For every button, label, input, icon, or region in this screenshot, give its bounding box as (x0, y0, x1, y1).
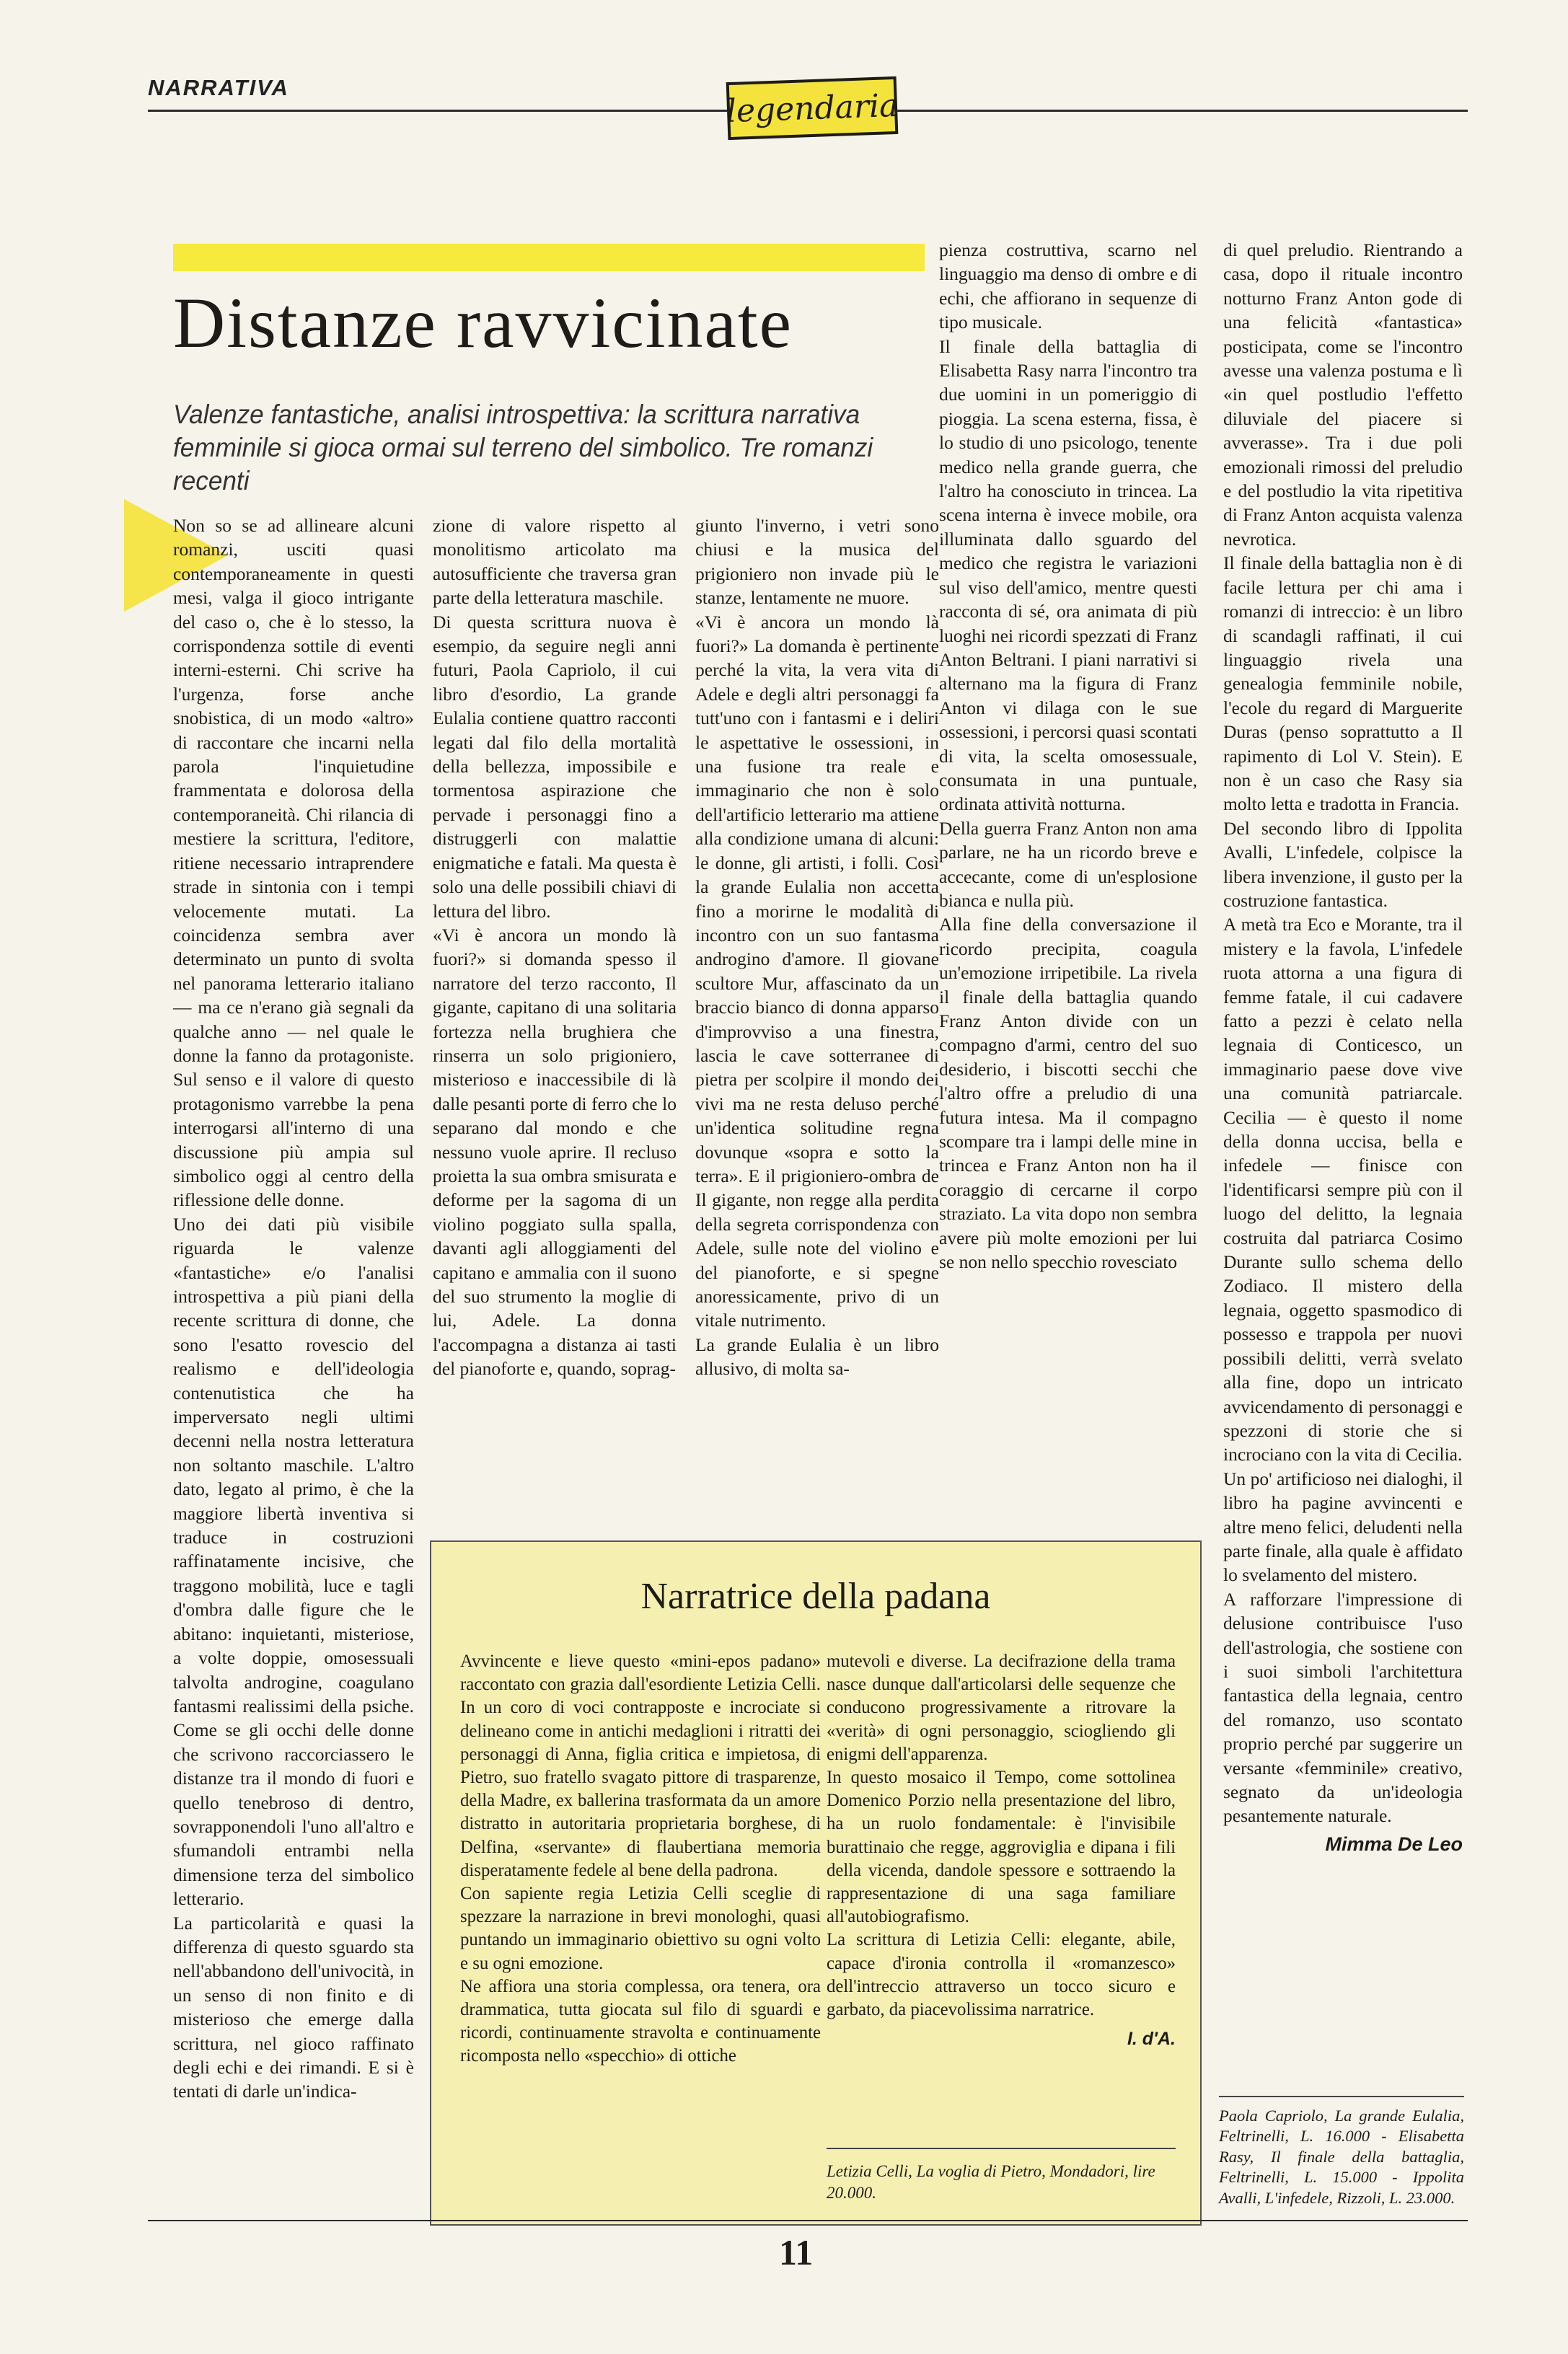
sidebar-column-2 (827, 1650, 1176, 2050)
article-column-3 (695, 513, 939, 1381)
logo-text: legendaria (725, 87, 899, 130)
title-accent-bar (173, 244, 925, 271)
paragraph: Un po' artificioso nei dialoghi, il libro ha pagine avvincenti e altre meno felici, deludenti nella parte finale, alla quale è affidato lo svelamento del mistero. (1223, 1468, 1463, 1586)
paragraph: Della guerra Franz Anton non ama parlare, ne ha un ricordo breve e accecante, come di un'esplosione bianca e nulla più. (939, 817, 1197, 911)
author-signature: Mimma De Leo (1325, 1833, 1463, 1855)
paragraph: La scrittura di Letizia Celli: elegante, abile, capace d'ironia controlla il «romanzesco» dell'intreccio attraverso un tocco sicuro e garbato, da piacevolissima narratrice. (827, 1930, 1176, 2020)
paragraph: giunto l'inverno, i vetri sono chiusi e la musica del prigioniero non invade più le stanze, lentamente ne muore. (695, 515, 939, 609)
paragraph: Il finale della battaglia non è di facile lettura per chi ama i romanzi di intreccio: è un libro di scandagli raffinati, il cui linguaggio rivela una genealogia femminile nobile, l'ecole du regard di Marguerite Duras (penso soprattutto a Il rapimento di Lol V. Stein). E non è un caso che Rasy sia molto letta e tradotta in Francia. (1223, 552, 1463, 815)
sidebar-divider (827, 2148, 1176, 2149)
paragraph: zione di valore rispetto al monolitismo articolato ma autosufficiente che traversa gran parte della letteratura maschile. (433, 515, 677, 609)
sidebar-signature: I. d'A. (1127, 2029, 1176, 2050)
article-subtitle: Valenze fantastiche, analisi introspettiva: la scrittura narrativa femminile si gioca ormai sul terreno del simbolico. Tre romanzi recenti (173, 400, 873, 495)
section-label: NARRATIVA (148, 75, 289, 100)
article-column-2 (433, 513, 677, 1381)
footer-rule (148, 2220, 1468, 2221)
paragraph: In questo mosaico il Tempo, come sottolinea Domenico Porzio nella presentazione del libro, ha un ruolo fondamentale: è l'invisibile burattinaio che regge, aggroviglia e dipana i fili della vicenda, dandole spessore e sottraendo la rappresentazione di una saga familiare all'autobiografismo. (827, 1768, 1176, 1927)
paragraph: Non so se ad allineare alcuni romanzi, usciti quasi contemporaneamente in questi mesi, valga il gioco intrigante del caso o, che è lo stesso, la corrispondenza sottile di eventi interni-esterni. Chi scrive ha l'urgenza, forse anche snobistica, di un modo «altro» di raccontare che incarni nella parola l'inquietudine frammentata e dolorosa della contemporaneità. Chi rilancia di mestiere la scrittura, l'editore, ritiene necessario intraprendere strade in sintonia con i tempi velocemente mutati. La coincidenza sembra aver determinato un punto di svolta nel panorama letterario italiano — ma ce n'erano già segnali da qualche anno — nel quale le donne la fanno da protagoniste. Sul senso e il valore di questo protagonismo varrebbe la pena interrogarsi all'interno di una discussione più ampia sul simbolico oggi al centro della riflessione delle donne. (173, 515, 414, 1211)
paragraph: La grande Eulalia è un libro allusivo, di molta sa- (695, 1334, 939, 1380)
paragraph: mutevoli e diverse. La decifrazione della trama nasce dunque dall'articolarsi delle sequenze che conducono progressivamente a ritrovare la «verità» di ogni personaggio, sciogliendo gli enigmi dell'apparenza. (827, 1652, 1176, 1764)
paragraph: Del secondo libro di Ippolita Avalli, L'infedele, colpisce la libera invenzione, il gusto per la costruzione fantastica. (1223, 817, 1463, 911)
sidebar-column-1 (460, 1650, 821, 2068)
sidebar-box-title: Narratrice della padana (640, 1576, 991, 1617)
paragraph: Con sapiente regia Letizia Celli sceglie di spezzare la narrazione in brevi monologhi, quasi puntando un immaginario obiettivo su ogni volto e su ogni emozione. (460, 1884, 821, 1973)
paragraph: «Vi è ancora un mondo là fuori?» si domanda spesso il narratore del terzo racconto, Il gigante, capitano di una solitaria fortezza nella brughiera che rinserra un solo prigioniero, misterioso e inaccessibile di là dalle pesanti porte di ferro che lo separano dal mondo e che nessuno vuole aprire. Il recluso proietta la sua ombra smisurata e deforme per la sagoma di un violino poggiato sulla spalla, davanti agli alloggiamenti del capitano e ammalia con il suono del suo strumento la moglie di lui, Adele. La donna l'accompagna a distanza ai tasti del pianoforte e, quando, soprag- (433, 924, 677, 1380)
paragraph: Ne affiora una storia complessa, ora tenera, ora drammatica, tutta giocata sul filo di sguardi e ricordi, continuamente stravolta e continuamente ricomposta nello «specchio» di ottiche (460, 1976, 821, 2066)
paragraph: A rafforzare l'impressione di delusione contribuisce l'uso dell'astrologia, che sostiene con i suoi simboli l'architettura fantastica della legnaia, centro del romanzo, uso scontato proprio perché par suggerire un versante «femminile» creativo, segnato da un'ideologia pesantemente naturale. (1223, 1588, 1463, 1827)
paragraph: pienza costruttiva, scarno nel linguaggio ma denso di ombre e di echi, che affiorano in sequenze di tipo musicale. (939, 239, 1197, 333)
paragraph: «Vi è ancora un mondo là fuori?» La domanda è pertinente perché la vita, la vera vita di Adele e degli altri personaggi fa tutt'uno con i fantasmi e i deliri le aspettative le ossessioni, in una fusione tra reale e immaginario che non è solo dell'artificio letterario ma attiene alla condizione umana di alcuni: le donne, gli artisti, i folli. Così la grande Eulalia non accetta fino a morirne le modalità di incontro con un suo fantasma androgino d'amore. Il giovane scultore Mur, affascinato da un braccio bianco di donna apparso d'improvviso a una finestra, lascia le cave sotterranee di pietra per scolpire il mondo dei vivi ma ne resta deluso perché un'identica solitudine regna dovunque «sopra e sotto la terra». E il prigioniero-ombra de Il gigante, non regge alla perdita della segreta corrispondenza con Adele, sulle note del violino e del pianoforte, e si spegne anoressicamente, privo di un vitale nutrimento. (695, 611, 939, 1331)
article-column-4 (939, 238, 1197, 1274)
paragraph: La particolarità e quasi la differenza di questo sguardo sta nell'abbandono dell'univocità, in un senso di non finito e di misterioso che emerge dalla scrittura, nel gioco raffinato degli echi e dei rimandi. E si è tentati di darle un'indica- (173, 1912, 414, 2102)
paragraph: Il finale della battaglia di Elisabetta Rasy narra l'incontro tra due uomini in un pomeriggio di pioggia. La scena esterna, fissa, è lo studio di uno psicologo, tenente medico nella grande guerra, che l'altro ha conosciuto in trincea. La scena interna è invece mobile, ora illuminata dallo sguardo del medico che registra le variazioni sul viso dell'amico, mentre questi racconta di sé, ora animata di più luoghi nei ricordi spezzati di Franz Anton Beltrani. I piani narrativi si alternano ma la figura di Franz Anton vi dilaga con le sue ossessioni, i percorsi quasi scontati di vita, la scelta omosessuale, consumata in una puntuale, ordinata attività notturna. (939, 335, 1197, 815)
paragraph: Uno dei dati più visibile riguarda le valenze «fantastiche» e/o l'analisi introspettiva a più piani della recente scrittura di donne, che sono l'esatto rovescio del realismo e dell'ideologia contenutistica che ha imperversato negli ultimi decenni nella nostra letteratura non soltanto maschile. L'altro dato, legato al primo, è che la maggiore libertà inventiva si traduce in costruzioni raffinatamente incisive, che traggono mobilità, luce e tagli d'ombra dalle figure che le abitano: inquietanti, misteriose, a volte doppie, omosessuali talvolta androgine, coagulano fantasmi realissimi della psiche. Come se gli occhi delle donne che scrivono raccorciassero le distanze tra il mondo di fuori e quello tenebroso di dentro, sovrapponendoli l'uno all'altro e sfumandoli entrambi nella dimensione terza del simbolico letterario. (173, 1213, 414, 1910)
article-title: Distanze ravvicinate (173, 283, 793, 363)
article-column-1 (173, 513, 414, 2104)
page-number: 11 (779, 2232, 814, 2273)
paragraph: Alla fine della conversazione il ricordo precipita, coagula un'emozione irripetibile. La rivela il finale della battaglia quando Franz Anton divide con un compagno d'armi, centro del suo desiderio, i biscotti secchi che l'altro offre a preludio di una futura intesa. Ma il compagno scompare tra i lampi delle mine in trincea e Franz Anton non ha il coraggio di cercarne il corpo straziato. La vita dopo non sembra avere più molte emozioni per lui se non nello specchio rovesciato (939, 914, 1197, 1273)
article-column-5 (1223, 238, 1463, 1856)
legendaria-logo (726, 76, 899, 140)
paragraph: A metà tra Eco e Morante, tra il mistery e la favola, L'infedele ruota attorna a una figura di femme fatale, il cui cadavere fatto a pezzi è celato nella legnaia di Conticesco, un immaginario paese dove vive una comunità patriarcale. Cecilia — è questo il nome della donna uccisa, bella e infedele — finisce con l'identificarsi sempre più con il luogo del delitto, la legnaia costruita dal patriarca Cosimo Durante sullo schema dello Zodiaco. Il mistero della legnaia, oggetto spasmodico di possesso e trappola per nuovi possibili delitti, verrà svelato alla fine, dopo un intricato avvicendamento di personaggi e spezzoni di storie che si incrociano con la vita di Cecilia. (1223, 914, 1463, 1465)
sidebar-box (430, 1540, 1202, 2226)
bibliography-divider (1219, 2096, 1464, 2097)
article-bibliography: Paola Capriolo, La grande Eulalia, Feltrinelli, L. 16.000 - Elisabetta Rasy, Il finale della battaglia, Feltrinelli, L. 15.000 - Ippolita Avalli, L'infedele, Rizzoli, L. 23.000. (1219, 2107, 1464, 2207)
paragraph: di quel preludio. Rientrando a casa, dopo il rituale incontro notturno Franz Anton gode di una felicità «fantastica» posticipata, come se l'incontro avesse una valenza postuma e lì «in quel postludio l'effetto diluviale del piacere si avverasse». Tra i due poli emozionali rimossi del preludio e del postludio la vita ripetitiva di Franz Anton acquista valenza nevrotica. (1223, 239, 1463, 550)
paragraph: Avvincente e lieve questo «mini-epos padano» raccontato con grazia dall'esordiente Letizia Celli. In un coro di voci contrapposte e incrociate si delineano come in antichi medaglioni i ritratti dei personaggi di Anna, figlia critica e impietosa, di Pietro, suo fratello svagato pittore di trasparenze, della Madre, ex ballerina trasformata da un amore distratto in autoritaria proprietaria borghese, di Delfina, «servante» di flaubertiana memoria disperatamente fedele al bene della padrona. (460, 1652, 821, 1880)
sidebar-bibliography: Letizia Celli, La voglia di Pietro, Mondadori, lire 20.000. (827, 2162, 1155, 2202)
paragraph: Di questa scrittura nuova è esempio, da seguire negli anni futuri, Paola Capriolo, il cui libro d'esordio, La grande Eulalia contiene quattro racconti legati dal filo della mortalità della bellezza, impossibile e tormentosa aspirazione che pervade i personaggi fino a distruggerli con malattie enigmatiche e fatali. Ma questa è solo una delle possibili chiavi di lettura del libro. (433, 611, 677, 922)
